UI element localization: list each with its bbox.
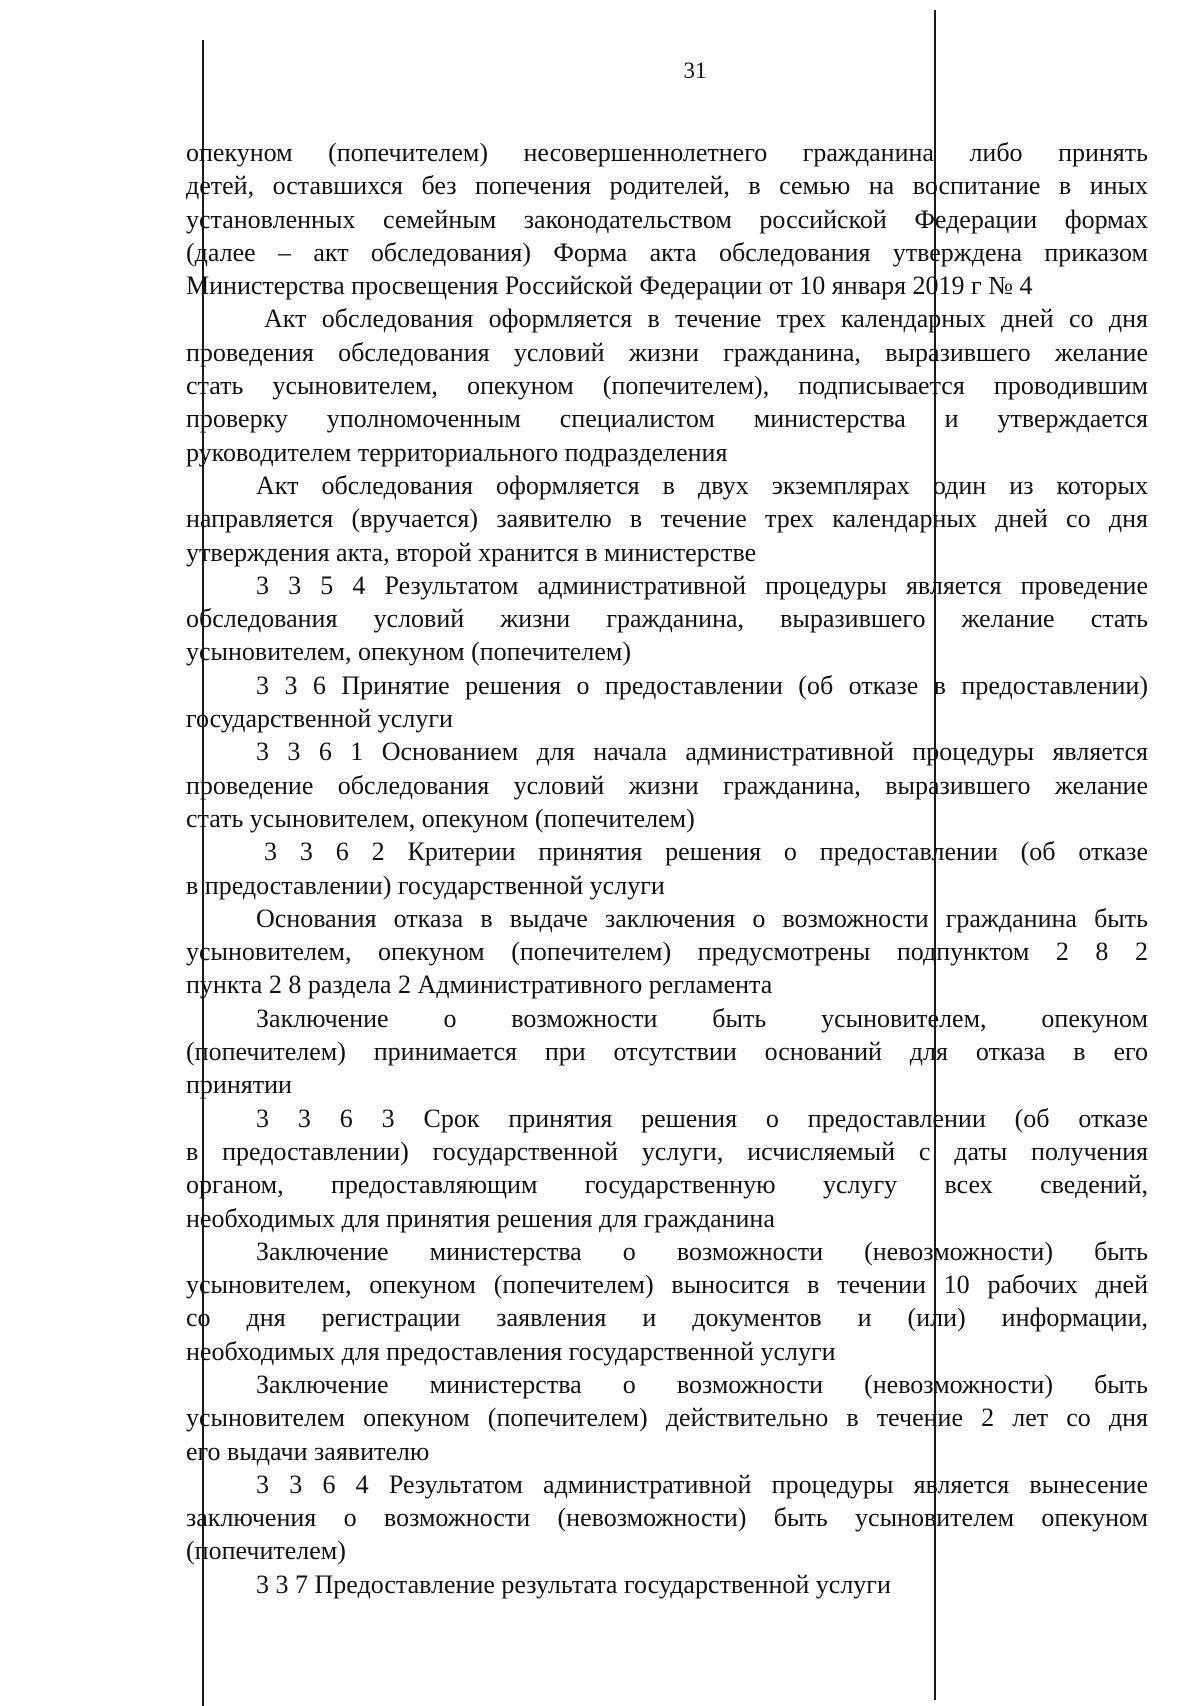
text-line: детей, оставшихся без попечения родителей, в семью на воспитание в иных [186,171,1148,201]
text-line: в предоставлении) государственной услуги, исчисляемый с даты получения [186,1136,1148,1166]
text-line: стать усыновителем, опекуном (попечителем), подписывается проводившим [186,371,1148,401]
text-line: стать усыновителем, опекуном (попечителем) [186,803,695,833]
text-line: 3 3 7 Предоставление результата государственной услуги [256,1569,891,1599]
text-line: Акт обследования оформляется в двух экземплярах один из которых [256,470,1148,500]
text-line: 3 3 6 3 Срок принятия решения о предоставлении (об отказе [256,1103,1148,1133]
paragraph-p5 [186,669,1148,736]
text-line: усыновителем, опекуном (попечителем) [186,637,631,667]
text-line: проведение обследования условий жизни гражданина, выразившего желание [186,770,1148,800]
paragraph-p4 [186,569,1148,669]
text-line: в предоставлении) государственной услуги [186,870,665,900]
text-line: принятии [186,1070,292,1100]
paragraph-p8 [186,902,1148,1002]
text-line: утверждения акта, второй хранится в министерстве [186,537,757,567]
paragraph-p13 [186,1468,1148,1568]
text-line: усыновителем, опекуном (попечителем) предусмотрены подпунктом 2 8 2 [186,937,1148,967]
text-line: государственной услуги [186,704,453,734]
paragraph-p14 [186,1568,1148,1601]
text-line: проведения обследования условий жизни гражданина, выразившего желание [186,337,1148,367]
text-line: усыновителем опекуном (попечителем) действительно в течение 2 лет со дня [186,1403,1148,1433]
paragraph-p12 [186,1368,1148,1468]
text-line: обследования условий жизни гражданина, выразившего желание стать [186,604,1148,634]
paragraph-p7 [186,835,1148,902]
text-line: усыновителем, опекуном (попечителем) выносится в течении 10 рабочих дней [186,1270,1148,1300]
text-line: (попечителем) принимается при отсутствии оснований для отказа в его [186,1037,1148,1067]
paragraph-p10 [186,1102,1148,1235]
text-line: заключения о возможности (невозможности) быть усыновителем опекуном [186,1503,1148,1533]
text-line: органом, предоставляющим государственную услугу всех сведений, [186,1170,1148,1200]
text-line: Министерства просвещения Российской Федерации от 10 января 2019 г № 4 [186,271,1033,301]
paragraph-p2 [186,302,1148,468]
page-number: 31 [683,58,707,83]
text-line: Основания отказа в выдаче заключения о возможности гражданина быть [256,903,1148,933]
text-line: пункта 2 8 раздела 2 Административного регламента [186,970,773,1000]
paragraph-p9 [186,1002,1148,1102]
document-body [186,136,1148,1601]
text-line: опекуном (попечителем) несовершеннолетнего гражданина либо принять [186,138,1148,167]
text-line: Заключение министерства о возможности (невозможности) быть [256,1369,1148,1399]
text-line: со дня регистрации заявления и документов и (или) информации, [186,1303,1148,1333]
text-line: 3 3 6 2 Критерии принятия решения о предоставлении (об отказе [264,837,1148,867]
text-line: направляется (вручается) заявителю в течение трех календарных дней со дня [186,504,1148,534]
text-line: (далее – акт обследования) Форма акта обследования утверждена приказом [186,237,1148,267]
paragraph-p6 [186,735,1148,835]
text-line: руководителем территориального подразделения [186,437,728,467]
text-line: Заключение о возможности быть усыновителем, опекуном [256,1003,1148,1033]
text-line: 3 3 6 4 Результатом административной процедуры является вынесение [256,1469,1148,1499]
text-line: 3 3 6 1 Основанием для начала административной процедуры является [256,737,1148,767]
text-line: (попечителем) [186,1536,346,1566]
paragraph-p11 [186,1235,1148,1368]
paragraph-p3 [186,469,1148,569]
text-line: проверку уполномоченным специалистом министерства и утверждается [186,404,1148,434]
text-line: Заключение министерства о возможности (невозможности) быть [256,1236,1148,1266]
text-line: необходимых для принятия решения для гражданина [186,1203,775,1233]
paragraph-p1 [186,136,1148,302]
text-line: 3 3 6 Принятие решения о предоставлении (об отказе в предоставлении) [256,670,1148,700]
text-line: установленных семейным законодательством российской Федерации формах [186,204,1148,234]
text-line: его выдачи заявителю [186,1436,430,1466]
text-line: необходимых для предоставления государственной услуги [186,1336,836,1366]
text-line: Акт обследования оформляется в течение трех календарных дней со дня [264,304,1148,334]
text-line: 3 3 5 4 Результатом административной процедуры является проведение [256,570,1148,600]
